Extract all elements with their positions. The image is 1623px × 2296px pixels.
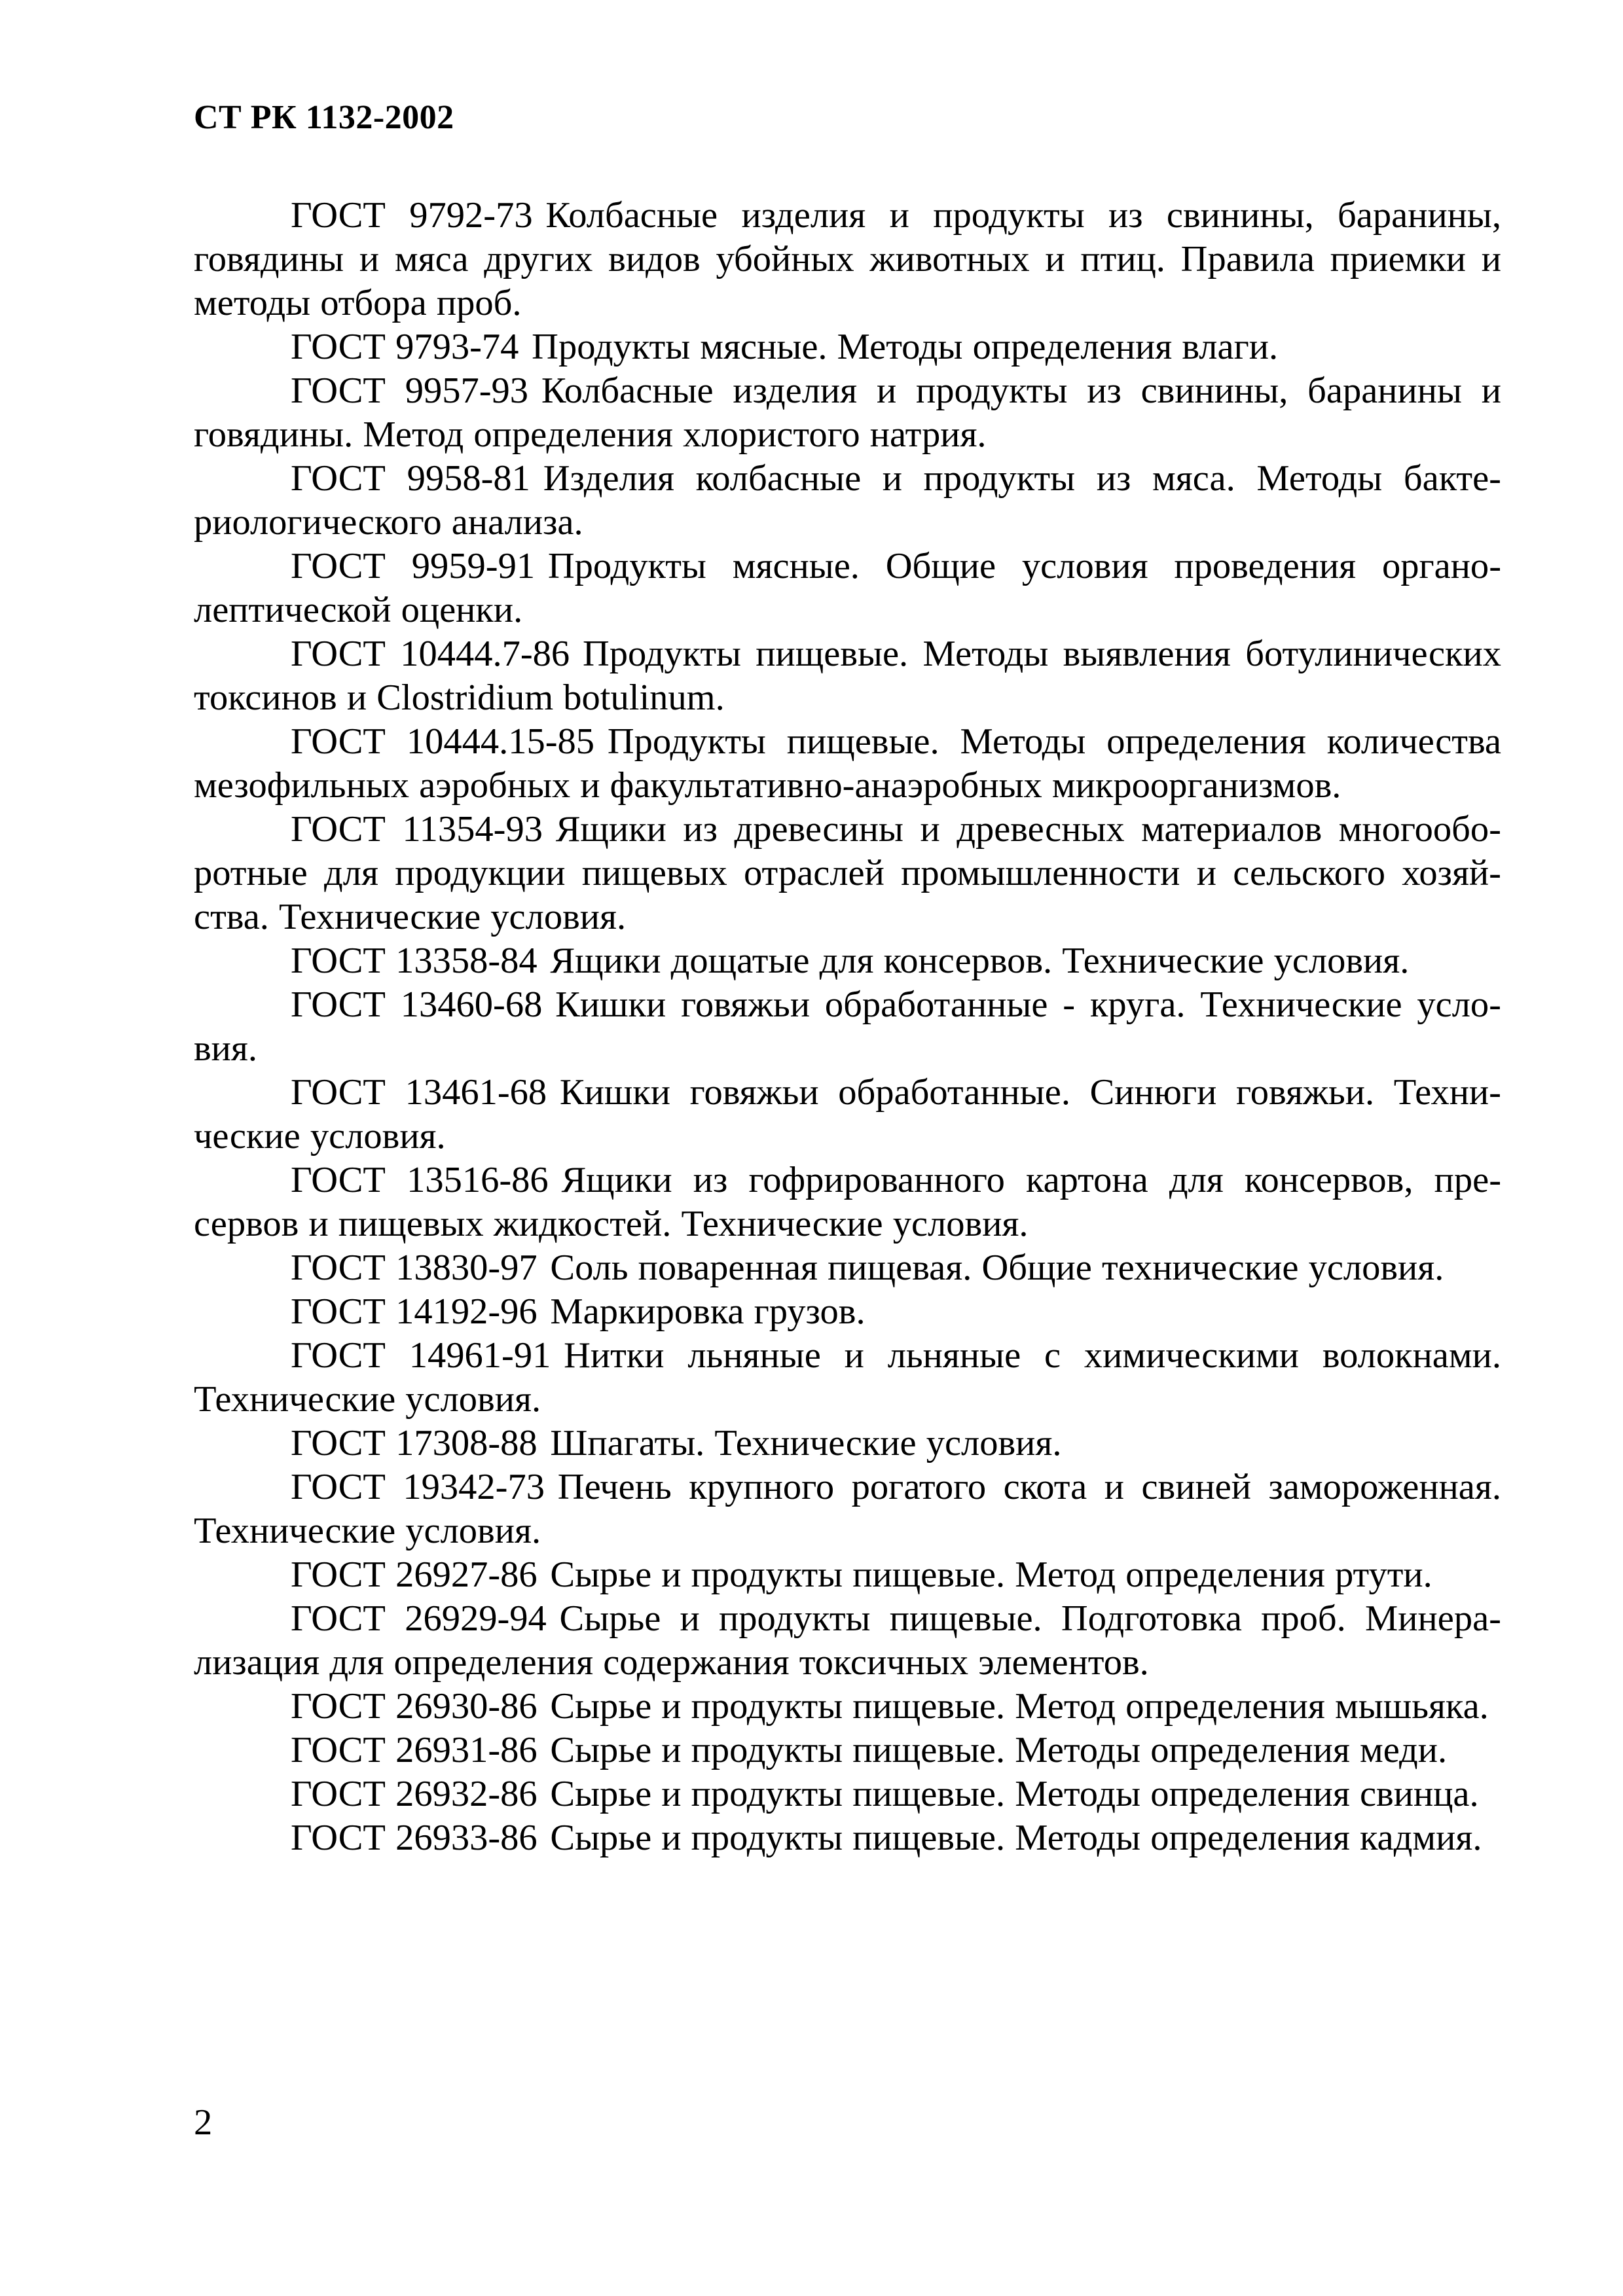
reference-code: ГОСТ 9957-93 xyxy=(291,370,529,411)
reference-entry xyxy=(194,1422,1501,1465)
references-list xyxy=(194,194,1501,1860)
reference-code: ГОСТ 10444.7-86 xyxy=(291,634,570,674)
reference-entry xyxy=(194,1158,1501,1246)
reference-title: Сырье и продукты пищевые. Метод определения мышьяка. xyxy=(550,1686,1489,1727)
reference-title: Сырье и продукты пищевые. Методы определения меди. xyxy=(550,1730,1448,1770)
reference-code: ГОСТ 26933-86 xyxy=(291,1818,538,1858)
reference-title: Ящики из древесины и древесных материалов многооборотные для продукции пищевых отраслей промышленности и сельского хозяйства. Технические условия. xyxy=(194,809,1501,937)
reference-code: ГОСТ 9792-73 xyxy=(291,195,533,236)
reference-title: Колбасные изделия и продукты из свинины, баранины, говядины и мяса других видов убойных животных и птиц. Правила приемки и методы отбора проб. xyxy=(194,195,1502,323)
reference-code: ГОСТ 17308-88 xyxy=(291,1423,538,1463)
reference-code: ГОСТ 26931-86 xyxy=(291,1730,538,1770)
reference-entry xyxy=(194,1553,1501,1597)
reference-title: Нитки льняные и льняные с химическими волокнами. Технические условия. xyxy=(194,1335,1501,1420)
reference-code: ГОСТ 13516-86 xyxy=(291,1160,549,1200)
reference-code: ГОСТ 13830-97 xyxy=(291,1247,538,1288)
standard-header: СТ РК 1132-2002 xyxy=(194,99,454,136)
reference-code: ГОСТ 14192-96 xyxy=(291,1291,538,1332)
reference-code: ГОСТ 13460-68 xyxy=(291,984,543,1025)
reference-title: Сырье и продукты пищевые. Методы определения свинца. xyxy=(550,1774,1479,1814)
reference-entry xyxy=(194,1816,1501,1860)
reference-entry xyxy=(194,1334,1501,1422)
reference-title: Кишки говяжьи обработанные - круга. Технические условия. xyxy=(194,984,1501,1069)
reference-entry xyxy=(194,1071,1501,1158)
reference-code: ГОСТ 9958-81 xyxy=(291,458,530,499)
reference-title: Кишки говяжьи обработанные. Синюги говяжьи. Технические условия. xyxy=(194,1072,1501,1157)
reference-code: ГОСТ 26927-86 xyxy=(291,1554,538,1595)
reference-code: ГОСТ 10444.15-85 xyxy=(291,721,595,762)
reference-title: Колбасные изделия и продукты из свинины, баранины и говядины. Метод определения хлористого натрия. xyxy=(194,370,1502,455)
reference-title: Продукты пищевые. Методы выявления ботулинических токсинов и Clostridium botulinum. xyxy=(194,634,1501,718)
reference-entry xyxy=(194,1685,1501,1729)
reference-entry xyxy=(194,325,1501,369)
reference-entry xyxy=(194,808,1501,939)
reference-code: ГОСТ 11354-93 xyxy=(291,809,543,850)
reference-entry xyxy=(194,457,1501,545)
reference-entry xyxy=(194,1729,1501,1772)
reference-code: ГОСТ 19342-73 xyxy=(291,1467,545,1507)
reference-title: Сырье и продукты пищевые. Методы определения кадмия. xyxy=(550,1818,1482,1858)
reference-entry xyxy=(194,1246,1501,1290)
reference-entry xyxy=(194,1465,1501,1553)
reference-entry xyxy=(194,545,1501,632)
reference-title: Маркировка грузов. xyxy=(550,1291,866,1332)
reference-title: Ящики из гофрированного картона для консервов, пресервов и пищевых жидкостей. Технические условия. xyxy=(194,1160,1502,1244)
reference-entry xyxy=(194,194,1501,325)
reference-code: ГОСТ 9959-91 xyxy=(291,546,536,586)
reference-code: ГОСТ 26929-94 xyxy=(291,1598,547,1639)
reference-entry xyxy=(194,632,1501,720)
reference-code: ГОСТ 13461-68 xyxy=(291,1072,547,1113)
reference-title: Соль поваренная пищевая. Общие технические условия. xyxy=(550,1247,1444,1288)
reference-entry xyxy=(194,369,1501,457)
reference-code: ГОСТ 13358-84 xyxy=(291,941,538,981)
page-number: 2 xyxy=(194,2102,213,2143)
reference-title: Продукты пищевые. Методы определения количества мезофильных аэробных и факультативно-анаэробных микроорганизмов. xyxy=(194,721,1502,806)
reference-title: Продукты мясные. Общие условия проведения органолептической оценки. xyxy=(194,546,1502,630)
reference-code: ГОСТ 26932-86 xyxy=(291,1774,538,1814)
reference-title: Печень крупного рогатого скота и свиней замороженная. Технические условия. xyxy=(194,1467,1501,1551)
reference-entry xyxy=(194,983,1501,1071)
reference-entry xyxy=(194,1290,1501,1334)
reference-title: Изделия колбасные и продукты из мяса. Методы бактериологического анализа. xyxy=(194,458,1501,543)
reference-code: ГОСТ 26930-86 xyxy=(291,1686,538,1727)
reference-entry xyxy=(194,720,1501,808)
reference-entry xyxy=(194,1597,1501,1685)
reference-code: ГОСТ 9793-74 xyxy=(291,327,519,367)
reference-title: Продукты мясные. Методы определения влаги. xyxy=(532,327,1279,367)
reference-entry xyxy=(194,1772,1501,1816)
reference-title: Сырье и продукты пищевые. Метод определения ртути. xyxy=(550,1554,1432,1595)
reference-title: Сырье и продукты пищевые. Подготовка проб. Минерализация для определения содержания токсичных элементов. xyxy=(194,1598,1501,1683)
reference-title: Ящики дощатые для консервов. Технические условия. xyxy=(550,941,1410,981)
reference-entry xyxy=(194,939,1501,983)
reference-title: Шпагаты. Технические условия. xyxy=(550,1423,1062,1463)
reference-code: ГОСТ 14961-91 xyxy=(291,1335,551,1376)
